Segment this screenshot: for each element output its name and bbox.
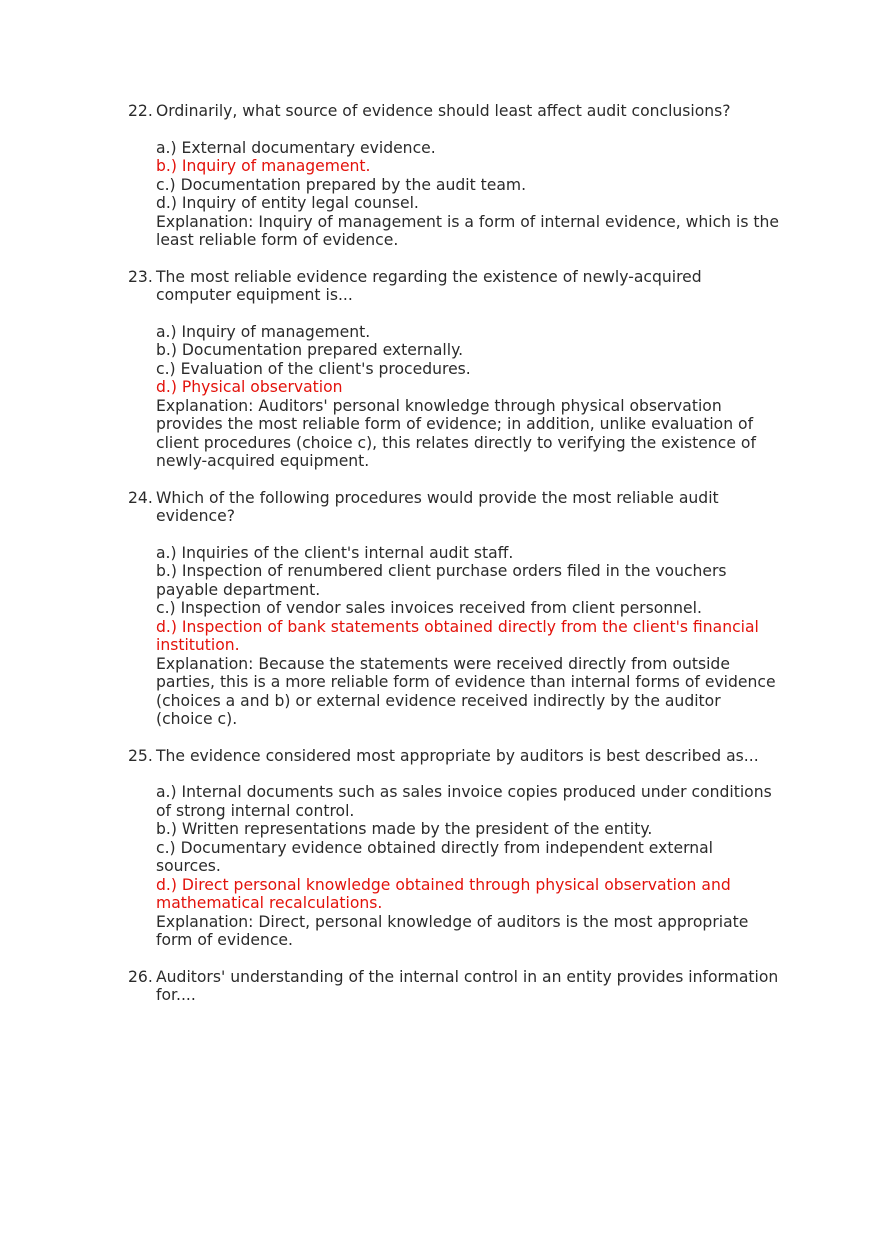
question-text: The evidence considered most appropriate by auditors is best described as... [156, 746, 759, 765]
explanation: Explanation: Direct, personal knowledge of auditors is the most appropriate form of evidence. [156, 912, 749, 949]
choice-d-correct: d.) Inspection of bank statements obtained directly from the client's financial institution. [156, 617, 759, 654]
choice-d-correct: d.) Direct personal knowledge obtained through physical observation and mathematical recalculations. [156, 875, 731, 912]
question-number: 23. [128, 267, 153, 286]
choice-d: d.) Inquiry of entity legal counsel. [156, 194, 419, 212]
choice-c: c.) Documentation prepared by the audit team. [156, 175, 527, 194]
choice-a: a.) Internal documents such as sales invoice copies produced under conditions of strong internal control. [156, 783, 772, 820]
choice-a: a.) Inquiries of the client's internal audit staff. [156, 543, 514, 562]
choice-a: a.) External documentary evidence. [156, 138, 436, 157]
choice-a: a.) Inquiry of management. [156, 322, 371, 341]
question-22 [128, 102, 780, 250]
choice-list [156, 544, 780, 729]
question-number: 22. [128, 102, 153, 120]
choice-list [156, 783, 780, 950]
choice-list [156, 323, 780, 471]
choice-b: b.) Written representations made by the president of the entity. [156, 820, 653, 838]
question-number: 26. [128, 967, 153, 986]
choice-c: c.) Evaluation of the client's procedures. [156, 359, 471, 378]
question-number: 25. [128, 746, 153, 765]
question-text: Which of the following procedures would provide the most reliable audit evidence? [156, 488, 719, 525]
explanation: Explanation: Inquiry of management is a form of internal evidence, which is the least reliable form of evidence. [156, 212, 779, 249]
question-text: The most reliable evidence regarding the existence of newly-acquired computer equipment is... [156, 267, 702, 304]
question-26 [128, 968, 780, 1005]
choice-b-correct: b.) Inquiry of management. [156, 157, 371, 175]
choice-d-correct: d.) Physical observation [156, 378, 343, 396]
question-text: Ordinarily, what source of evidence should least affect audit conclusions? [156, 102, 731, 120]
question-24 [128, 489, 780, 729]
choice-b: b.) Inspection of renumbered client purchase orders filed in the vouchers payable department. [156, 562, 727, 599]
explanation: Explanation: Auditors' personal knowledge through physical observation provides the most reliable form of evidence; in addition, unlike evaluation of client procedures (choice c), this relates directly to verifying the existence of newly-acquired equipment. [156, 396, 756, 470]
choice-list [156, 139, 780, 250]
choice-c: c.) Inspection of vendor sales invoices received from client personnel. [156, 599, 702, 617]
choice-b: b.) Documentation prepared externally. [156, 341, 464, 359]
question-23 [128, 268, 780, 471]
choice-c: c.) Documentary evidence obtained directly from independent external sources. [156, 838, 713, 875]
question-number: 24. [128, 488, 153, 507]
question-25 [128, 747, 780, 950]
explanation: Explanation: Because the statements were received directly from outside parties, this is a more reliable form of evidence than internal forms of evidence (choices a and b) or external evidence received indirectly by the auditor (choice c). [156, 654, 776, 728]
question-text: Auditors' understanding of the internal control in an entity provides information for.... [156, 967, 779, 1004]
